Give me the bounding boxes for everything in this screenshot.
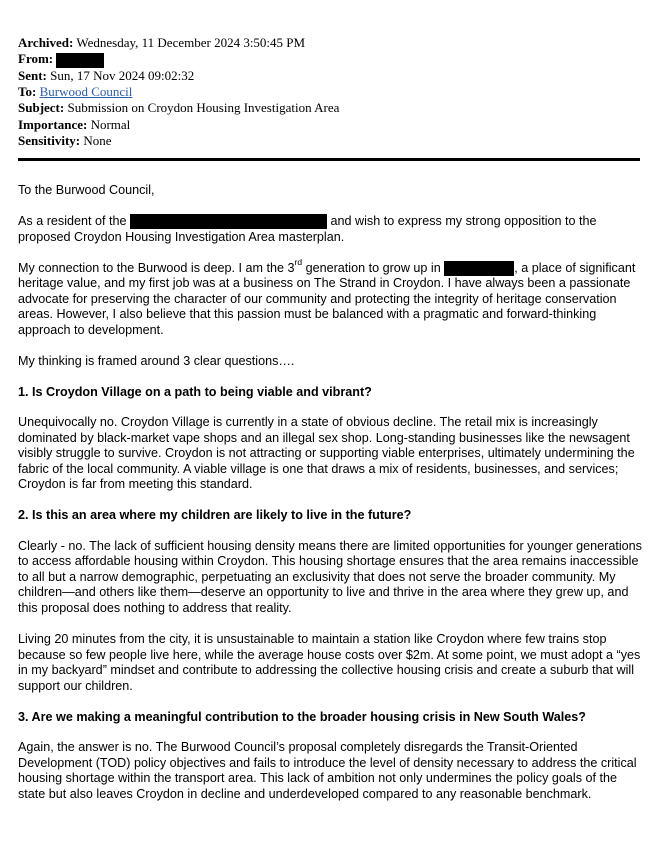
answer-2-paragraph: Clearly - no. The lack of sufficient housing density means there are limited opportunities for younger generations to access affordable housing within Croydon. This housing shortage ensures that the area remains inaccessible to all but a narrow demographic, perpetuating an exclusivity that does not serve the broader community. My children—and others like them—deserve an opportunity to live and thrive in the area where they grew up, and this proposal does nothing to address that reality. [18,538,642,616]
sent-row [18,68,339,84]
sensitivity-row [18,133,339,149]
text-span: My connection to the Burwood is deep. I am the 3 [18,260,295,275]
header-divider [18,158,640,161]
sensitivity-value: None [83,133,112,148]
email-body [18,183,642,818]
from-row [18,51,339,68]
text-span: , a place of significant heritage value, and my first job was at a business on The Strand in Croydon. I have always been a passionate advocate for preserving the character of our community and protecting the integrity of heritage conservation areas. However, I also believe that this passion must be balanced with a pragmatic and forward-thinking approach to development. [18,260,636,337]
question-3-heading: 3. Are we making a meaningful contribution to the broader housing crisis in New South Wales? [18,709,586,724]
salutation: To the Burwood Council, [18,183,155,197]
redaction-block [56,53,104,68]
answer-2b-paragraph: Living 20 minutes from the city, it is unsustainable to maintain a station like Croydon where few trains stop because so few people live here, while the average house costs over $2m. At some point, we must adopt a “yes in my backyard” mindset and contribute to addressing the collective housing crisis and create a suburb that will support our children. [18,632,641,693]
answer-3-paragraph: Again, the answer is no. The Burwood Council’s proposal completely disregards the Transit-Oriented Development (TOD) policy objectives and fails to introduce the level of density necessary to address the critical housing shortage within the transport area. This lack of ambition not only undermines the policy goals of the state but also leaves Croydon in decline and underdeveloped compared to any reasonable benchmark. [18,739,637,801]
redaction-block [444,261,514,276]
email-header [18,35,339,149]
archived-label: Archived: [18,35,74,50]
from-label: From: [18,51,54,67]
text-span: generation to grow up in [305,260,441,275]
subject-row [18,100,339,116]
sent-value: Sun, 17 Nov 2024 09:02:32 [50,67,195,83]
subject-label: Subject: [18,100,65,116]
to-row [18,84,339,100]
subject-value: Submission on Croydon Housing Investigation Area [67,100,340,116]
sent-label: Sent: [18,67,47,83]
to-label: To: [18,84,37,100]
archived-value: Wednesday, 11 December 2024 3:50:45 PM [76,35,306,50]
redaction-block [130,214,327,229]
text-span: As a resident of the [18,213,127,228]
answer-1-paragraph: Unequivocally no. Croydon Village is currently in a state of obvious decline. The retail mix is increasingly dominated by black-market vape shops and an illegal sex shop. Long-standing businesses like the newsagent visibly struggle to survive. Croydon is not attracting or supporting viable enterprises, ultimately undermining the fabric of the local community. A viable village is one that draws a mix of residents, businesses, and services; Croydon is far from meeting this standard. [18,415,635,492]
question-2-heading: 2. Is this an area where my children are likely to live in the future? [18,508,412,523]
importance-row [18,117,339,133]
paragraph-framing: My thinking is framed around 3 clear questions…. [18,353,295,368]
archived-row [18,35,339,51]
sensitivity-label: Sensitivity: [18,133,81,148]
paragraph-intro [18,214,642,245]
text-span: and wish to express my strong opposition to the proposed Croydon Housing Investigation Area masterplan. [18,213,597,244]
paragraph-connection [18,257,642,339]
question-1-heading: 1. Is Croydon Village on a path to being viable and vibrant? [18,384,372,399]
importance-value: Normal [90,116,131,132]
recipient-link[interactable]: Burwood Council [39,84,133,100]
superscript: rd [294,257,303,268]
importance-label: Importance: [18,116,88,132]
